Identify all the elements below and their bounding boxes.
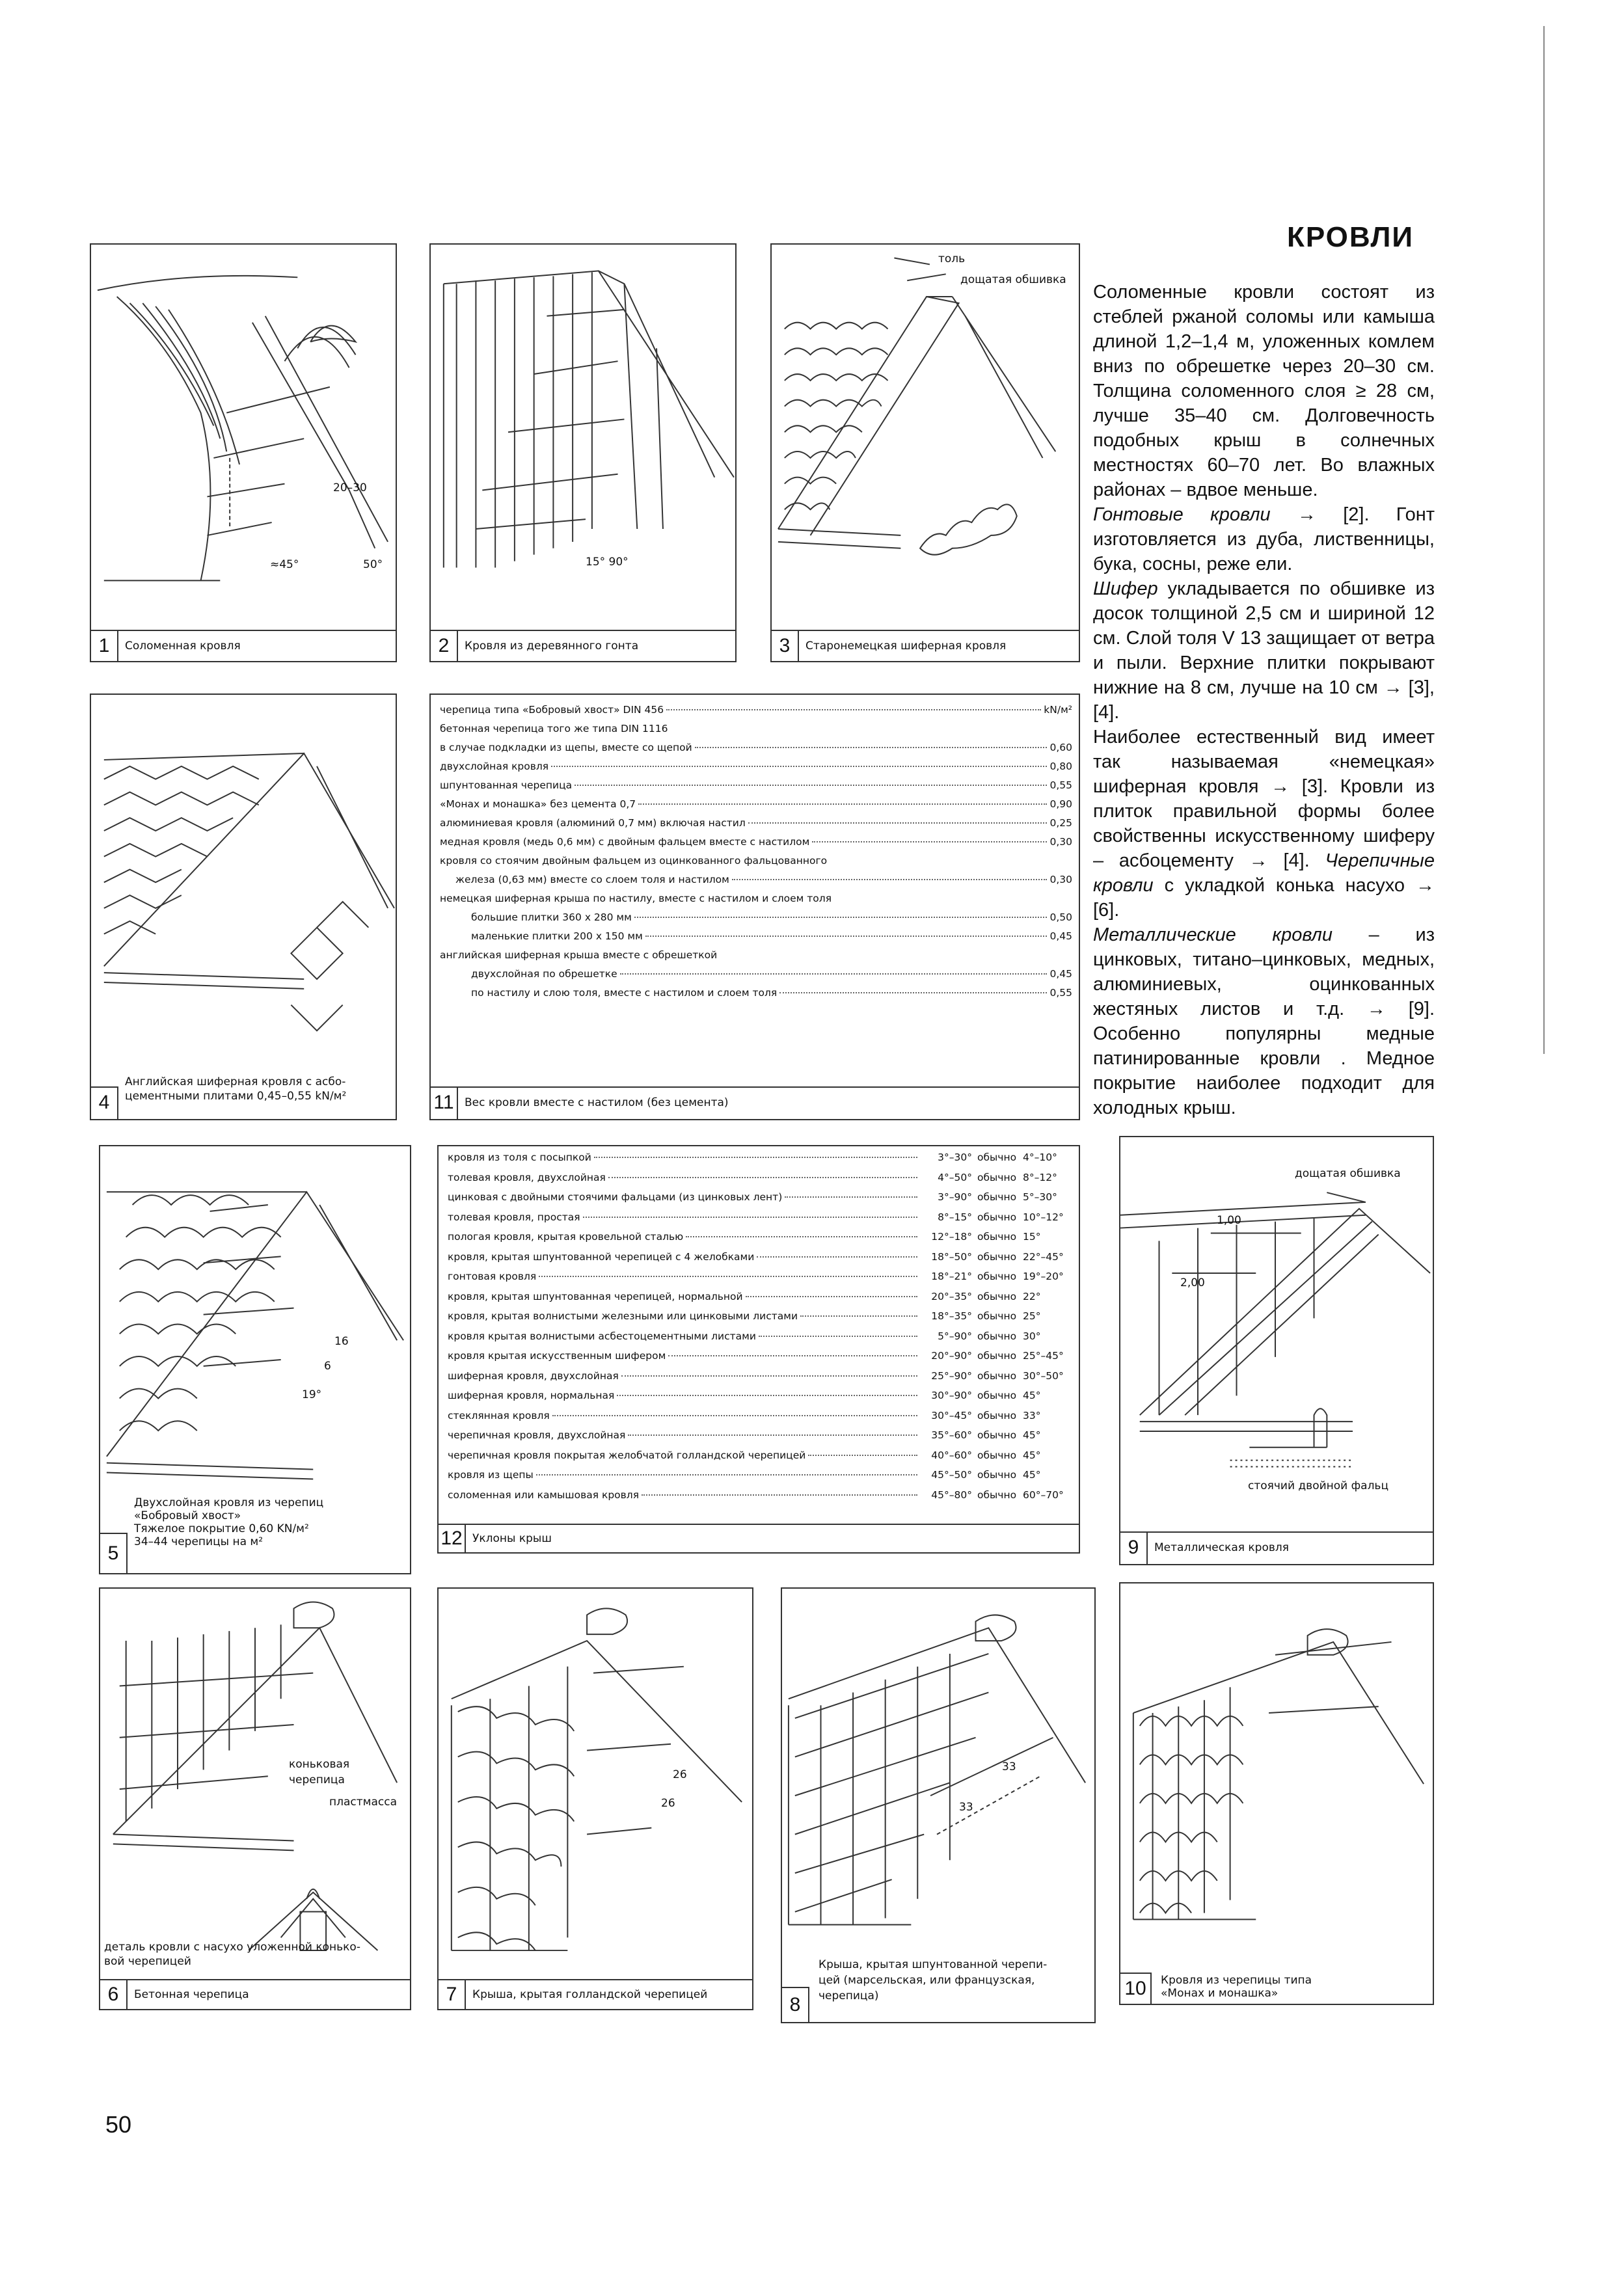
pantile-roof-drawing <box>439 1589 752 2009</box>
row-range: 18°–50° <box>931 1250 972 1263</box>
metal-roof-drawing <box>1120 1137 1433 1564</box>
figure-10 <box>1119 1582 1434 2005</box>
article-paragraph-3-body: укладывается по обшивке из досок толщиной 2,5 см и шириной 12 см. Слой толя V 13 защищает от ветра и пыли. Верхние плитки покрывают нижние на 8 см, лучше на 10 см → [3], [4]. <box>1093 578 1435 723</box>
table-row <box>440 855 1072 874</box>
table-row <box>440 874 1072 893</box>
table-row <box>440 704 1072 723</box>
row-name: алюминиевая кровля (алюминий 0,7 мм) включая настил <box>440 817 746 829</box>
fig3-caption-bar <box>772 630 1079 661</box>
row-name: пологая кровля, крытая кровельной сталью <box>448 1231 684 1243</box>
table-row <box>448 1172 1072 1192</box>
fig9-caption-bar <box>1120 1531 1433 1564</box>
table-row <box>448 1251 1072 1271</box>
row-name: цинковая с двойными стоячими фальцами (из цинковых лент) <box>448 1191 783 1203</box>
table-row <box>440 836 1072 855</box>
row-name: черепичная кровля, двухслойная <box>448 1429 626 1441</box>
fig12-caption: Уклоны крыш <box>472 1532 552 1545</box>
fig9-seam-label: стоячий двойной фальц <box>1248 1479 1389 1492</box>
table-row <box>440 893 1072 911</box>
fig8-number: 8 <box>782 1987 809 2022</box>
fig12-number: 12 <box>439 1525 466 1552</box>
fig10-caption-line-2: «Монах и монашка» <box>1161 1987 1279 2000</box>
fig7-caption: Крыша, крытая голландской черепицей <box>472 1988 708 2001</box>
row-name: кровля, крытая волнистыми железными или цинковыми листами <box>448 1310 798 1322</box>
row-name: по настилу и слою толя, вместе с настилом и слоем толя <box>471 987 778 999</box>
figure-6 <box>99 1587 411 2010</box>
fig3-caption: Старонемецкая шиферная кровля <box>805 640 1007 653</box>
row-typical: 22° <box>1023 1290 1041 1302</box>
fig10-caption-lines <box>1161 1974 1429 2000</box>
fig9-sheathing-label: дощатая обшивка <box>1295 1167 1401 1180</box>
row-note: обычно <box>977 1469 1017 1481</box>
fig8-caption-line-1: Крыша, крытая шпунтованной черепи- <box>819 1958 1048 1971</box>
table-row <box>448 1370 1072 1390</box>
row-value: 0,55 <box>1049 779 1072 791</box>
row-value: 0,50 <box>1049 911 1072 923</box>
fig11-number: 11 <box>431 1088 458 1119</box>
fig4-caption-line-2: цементными плитами 0,45–0,55 kN/м² <box>125 1090 347 1103</box>
row-name: стеклянная кровля <box>448 1409 550 1421</box>
fig5-caption-line-2: «Бобровый хвост» <box>134 1509 241 1522</box>
table-row <box>448 1310 1072 1330</box>
row-name: большие плитки 360 х 280 мм <box>471 911 632 923</box>
row-range: 30°–45° <box>931 1409 972 1421</box>
row-note: обычно <box>977 1191 1017 1203</box>
row-typical: 60°–70° <box>1023 1488 1064 1501</box>
row-range: 35°–60° <box>931 1429 972 1441</box>
row-typical: 15° <box>1023 1231 1041 1243</box>
figure-11 <box>429 694 1080 1120</box>
table-row <box>448 1291 1072 1311</box>
article-paragraph-4-tail: с укладкой конька насухо → [6]. <box>1093 875 1435 921</box>
fig1-number: 1 <box>91 631 118 661</box>
row-name: кровля крытая волнистыми асбестоцементными листами <box>448 1330 756 1342</box>
table-row <box>448 1271 1072 1291</box>
row-name: бетонная черепица того же типа DIN 1116 <box>440 723 668 734</box>
row-range: 20°–90° <box>931 1350 972 1362</box>
row-name: шиферная кровля, нормальная <box>448 1390 615 1401</box>
row-range: 25°–90° <box>931 1369 972 1382</box>
fig2-caption: Кровля из деревянного гонта <box>465 640 639 653</box>
article-paragraph-3 <box>1093 576 1435 725</box>
figure-9 <box>1119 1136 1434 1565</box>
row-name: кровля из щепы <box>448 1469 534 1481</box>
fig4-caption-lines <box>125 1075 392 1103</box>
table-row <box>448 1449 1072 1470</box>
table-row <box>448 1410 1072 1430</box>
figure-2 <box>429 243 737 662</box>
fig8-dim-b: 33 <box>959 1801 973 1814</box>
fig6-detail-caption <box>104 1940 406 1969</box>
fig6-caption: Бетонная черепица <box>134 1988 249 2001</box>
article-paragraph-1: Соломенные кровли состоят из стеблей ржаной соломы или камыша длиной 1,2–1,4 м, уложенных комлем вниз по обрешетке через 20–30 см. Толщина соломенного слоя ≥ 28 см, лучше 35–40 см. Долговечность подобных крыш в солнечных местностях 60–70 лет. Во влажных районах – вдвое меньше. <box>1093 282 1435 500</box>
row-name: в случае подкладки из щепы, вместе со щепой <box>440 742 692 753</box>
table-row <box>448 1350 1072 1370</box>
term-tile-roofs: Черепичные кровли <box>1093 850 1435 896</box>
row-value: 0,60 <box>1049 742 1072 753</box>
row-range: 3°–90° <box>938 1191 972 1203</box>
fig9-number: 9 <box>1120 1533 1148 1564</box>
fig5-dim-b: 6 <box>324 1360 331 1373</box>
article-paragraph-5-body: – из цинковых, титано–цинковых, медных, алюминиевых, оцинкованных жестяных листов и т.д. → [9]. Особенно популярны медные патинированные кровли . Медное покрытие наиболее подходит для холодных крыш. <box>1093 924 1435 1118</box>
row-typical: 33° <box>1023 1409 1041 1421</box>
row-value: 0,45 <box>1049 968 1072 980</box>
row-note: обычно <box>977 1271 1017 1282</box>
old-german-slate-roof-drawing <box>772 245 1079 661</box>
table-row <box>448 1191 1072 1211</box>
fig8-caption-line-3: черепица) <box>819 1989 879 2002</box>
fig6-number: 6 <box>100 1980 128 2009</box>
row-name: медная кровля (медь 0,6 мм) с двойным фальцем вместе с настилом <box>440 836 810 848</box>
fig1-caption: Соломенная кровля <box>125 640 241 653</box>
row-typical: 45° <box>1023 1429 1041 1441</box>
article-paragraph-4-body: Наиболее естественный вид имеет так называемая «немецкая» шиферная кровля → [3]. Кровли из плиток правильной формы более свойственны искусственному шиферу – асбоцементу → [4]. <box>1093 727 1435 871</box>
weights-table <box>440 704 1072 1006</box>
row-note: обычно <box>977 1250 1017 1263</box>
table-row <box>440 723 1072 742</box>
table-row <box>440 911 1072 930</box>
row-name: шпунтованная черепица <box>440 779 573 791</box>
table-row <box>440 930 1072 949</box>
fig3-number: 3 <box>772 631 799 661</box>
row-note: обычно <box>977 1310 1017 1322</box>
row-value: 0,80 <box>1049 761 1072 772</box>
row-value: 0,90 <box>1049 798 1072 810</box>
article-paragraph-2-body: → [2]. Гонт изготовляется из дуба, лиственницы, бука, сосны, реже ели. <box>1093 504 1435 574</box>
fig8-dim-a: 33 <box>1002 1760 1016 1773</box>
row-name: кровля крытая искусственным шифером <box>448 1350 666 1362</box>
table-row <box>448 1330 1072 1351</box>
row-typical: 5°–30° <box>1023 1191 1057 1203</box>
table-row <box>448 1489 1072 1509</box>
fig5-dim-a: 16 <box>334 1335 349 1348</box>
fig10-number: 10 <box>1120 1973 1152 2004</box>
row-name: маленькие плитки 200 х 150 мм <box>471 930 643 942</box>
table-row <box>448 1429 1072 1449</box>
table-row <box>440 761 1072 779</box>
row-note: обычно <box>977 1152 1017 1163</box>
row-name: кровля, крытая шпунтованной черепицей с 4 желобками <box>448 1250 755 1263</box>
row-range: 40°–60° <box>931 1449 972 1461</box>
table-row <box>448 1211 1072 1232</box>
row-name: кровля, крытая шпунтованная черепицей, нормальной <box>448 1290 743 1302</box>
table-row <box>440 987 1072 1006</box>
table-row <box>440 817 1072 836</box>
fig5-caption-line-1: Двухслойная кровля из черепиц <box>134 1496 324 1509</box>
fig7-dim-b: 26 <box>661 1797 675 1810</box>
row-note: обычно <box>977 1330 1017 1342</box>
table-row <box>448 1390 1072 1410</box>
row-name: соломенная или камышовая кровля <box>448 1488 640 1501</box>
row-name: железа (0,63 мм) вместе со слоем толя и настилом <box>455 874 729 885</box>
figure-3 <box>770 243 1080 662</box>
row-typical: 45° <box>1023 1390 1041 1401</box>
row-name: толевая кровля, простая <box>448 1211 580 1223</box>
row-range: 45°–50° <box>931 1469 972 1481</box>
shingle-roof-drawing <box>431 245 735 661</box>
figure-1 <box>90 243 397 662</box>
figure-8 <box>781 1587 1096 2023</box>
row-typical: 19°–20° <box>1023 1271 1064 1282</box>
row-name: шиферная кровля, двухслойная <box>448 1369 619 1382</box>
table-row <box>448 1152 1072 1172</box>
row-range: 12°–18° <box>931 1231 972 1243</box>
fig8-caption-lines <box>819 1957 1090 2004</box>
row-range: 4°–50° <box>938 1171 972 1183</box>
fig1-angle-label-b: 50° <box>363 558 383 571</box>
fig9-dim-1: 1,00 <box>1217 1214 1241 1227</box>
row-typical: 10°–12° <box>1023 1211 1064 1223</box>
table-row <box>448 1469 1072 1489</box>
term-slate: Шифер <box>1093 578 1158 599</box>
row-typical: 45° <box>1023 1469 1041 1481</box>
fig7-number: 7 <box>439 1980 466 2009</box>
row-name: двухслойная кровля <box>440 761 549 772</box>
row-name: толевая кровля, двухслойная <box>448 1171 606 1183</box>
row-value: 0,45 <box>1049 930 1072 942</box>
row-range: 18°–35° <box>931 1310 972 1322</box>
monk-nun-tile-roof-drawing <box>1120 1583 1433 2004</box>
fig6-ridge-label-2: черепица <box>289 1773 345 1786</box>
fig2-caption-bar <box>431 630 735 661</box>
row-range: 30°–90° <box>931 1390 972 1401</box>
row-note: обычно <box>977 1290 1017 1302</box>
fig3-tol-label: толь <box>938 252 966 265</box>
row-value: 0,25 <box>1049 817 1072 829</box>
fig6-plastic-label: пластмасса <box>329 1796 398 1809</box>
row-value: 0,55 <box>1049 987 1072 999</box>
row-name: гонтовая кровля <box>448 1271 537 1282</box>
fig6-caption-bar <box>100 1979 410 2009</box>
table-row <box>440 949 1072 968</box>
figure-5 <box>99 1145 411 1574</box>
table-row <box>440 742 1072 761</box>
slopes-table <box>448 1152 1072 1509</box>
term-shingle-roofs: Гонтовые кровли <box>1093 504 1271 525</box>
fig8-caption-line-2: цей (марсельская, или французская, <box>819 1974 1035 1987</box>
row-name: кровля из толя с посыпкой <box>448 1152 591 1163</box>
fig2-number: 2 <box>431 631 458 661</box>
table-row <box>448 1231 1072 1251</box>
row-range: 18°–21° <box>931 1271 972 1282</box>
figure-12 <box>437 1145 1080 1554</box>
row-note: обычно <box>977 1211 1017 1223</box>
fig5-caption-lines <box>134 1496 406 1548</box>
row-typical: 45° <box>1023 1449 1041 1461</box>
row-note: обычно <box>977 1369 1017 1382</box>
row-typical: 30°–50° <box>1023 1369 1064 1382</box>
fig12-caption-bar <box>439 1524 1079 1552</box>
fig5-number: 5 <box>100 1533 128 1573</box>
fig7-dim-a: 26 <box>673 1768 687 1781</box>
row-name: черепичная кровля покрытая желобчатой голландской черепицей <box>448 1449 806 1461</box>
row-typical: 8°–12° <box>1023 1171 1057 1183</box>
english-slate-roof-drawing <box>91 695 396 1119</box>
fig6-ridge-label-1: коньковая <box>289 1758 350 1771</box>
fig4-caption-line-1: Английская шиферная кровля с асбо- <box>125 1075 346 1088</box>
thatched-roof-drawing <box>91 245 396 661</box>
fig5-dim-c: 19° <box>302 1388 322 1401</box>
row-note: обычно <box>977 1449 1017 1461</box>
row-range: 45°–80° <box>931 1488 972 1501</box>
row-note: обычно <box>977 1488 1017 1501</box>
fig11-caption-bar <box>431 1086 1079 1119</box>
row-name: двухслойная по обрешетке <box>471 968 617 980</box>
page-edge-line <box>1543 26 1545 1054</box>
fig11-caption: Вес кровли вместе с настилом (без цемента) <box>465 1096 729 1109</box>
row-typical: 4°–10° <box>1023 1152 1057 1163</box>
article-text <box>1093 280 1435 1120</box>
table-row <box>440 779 1072 798</box>
row-name: немецкая шиферная крыша по настилу, вместе с настилом и слоем толя <box>440 893 832 904</box>
table-row <box>440 968 1072 987</box>
fig5-caption-line-3: Тяжелое покрытие 0,60 KN/м² <box>134 1522 309 1535</box>
article-paragraph-4 <box>1093 725 1435 923</box>
table-row <box>440 798 1072 817</box>
fig7-caption-bar <box>439 1979 752 2009</box>
row-note: обычно <box>977 1429 1017 1441</box>
fig6-detail-line-1: деталь кровли с насухо уложенной конько- <box>104 1941 360 1954</box>
figure-7 <box>437 1587 753 2010</box>
row-note: обычно <box>977 1390 1017 1401</box>
row-value: kN/м² <box>1044 704 1072 716</box>
figure-4 <box>90 694 397 1120</box>
row-typical: 22°–45° <box>1023 1250 1064 1263</box>
fig1-caption-bar <box>91 630 396 661</box>
article-paragraph-2 <box>1093 502 1435 576</box>
row-typical: 25° <box>1023 1310 1041 1322</box>
row-value: 0,30 <box>1049 836 1072 848</box>
article-paragraph-5 <box>1093 923 1435 1120</box>
row-typical: 30° <box>1023 1330 1041 1342</box>
row-range: 20°–35° <box>931 1290 972 1302</box>
fig10-caption-line-1: Кровля из черепицы типа <box>1161 1974 1312 1987</box>
row-typical: 25°–45° <box>1023 1350 1064 1362</box>
fig2-angles-label: 15° 90° <box>586 556 629 569</box>
fig1-spacing-label: 20–30 <box>333 481 367 494</box>
fig1-angle-label-a: ≈45° <box>270 558 299 571</box>
row-note: обычно <box>977 1409 1017 1421</box>
row-range: 3°–30° <box>938 1152 972 1163</box>
row-range: 5°–90° <box>938 1330 972 1342</box>
fig3-sheathing-label: дощатая обшивка <box>960 273 1066 286</box>
fig9-dim-2: 2,00 <box>1180 1276 1205 1289</box>
row-name: кровля со стоячим двойным фальцем из оцинкованного фальцованного <box>440 855 828 867</box>
page-title: КРОВЛИ <box>1287 221 1414 253</box>
row-name: черепица типа «Бобровый хвост» DIN 456 <box>440 704 664 716</box>
row-note: обычно <box>977 1231 1017 1243</box>
fig6-detail-line-2: вой черепицей <box>104 1955 191 1968</box>
row-range: 8°–15° <box>938 1211 972 1223</box>
row-name: английская шиферная крыша вместе с обрешеткой <box>440 949 718 961</box>
row-note: обычно <box>977 1171 1017 1183</box>
fig4-number: 4 <box>91 1086 118 1119</box>
page-number: 50 <box>105 2111 132 2138</box>
row-note: обычно <box>977 1350 1017 1362</box>
row-name: «Монах и монашка» без цемента 0,7 <box>440 798 636 810</box>
fig5-caption-line-4: 34–44 черепицы на м² <box>134 1535 264 1548</box>
row-value: 0,30 <box>1049 874 1072 885</box>
fig9-caption: Металлическая кровля <box>1154 1541 1289 1554</box>
term-metal-roofs: Металлические кровли <box>1093 924 1333 945</box>
